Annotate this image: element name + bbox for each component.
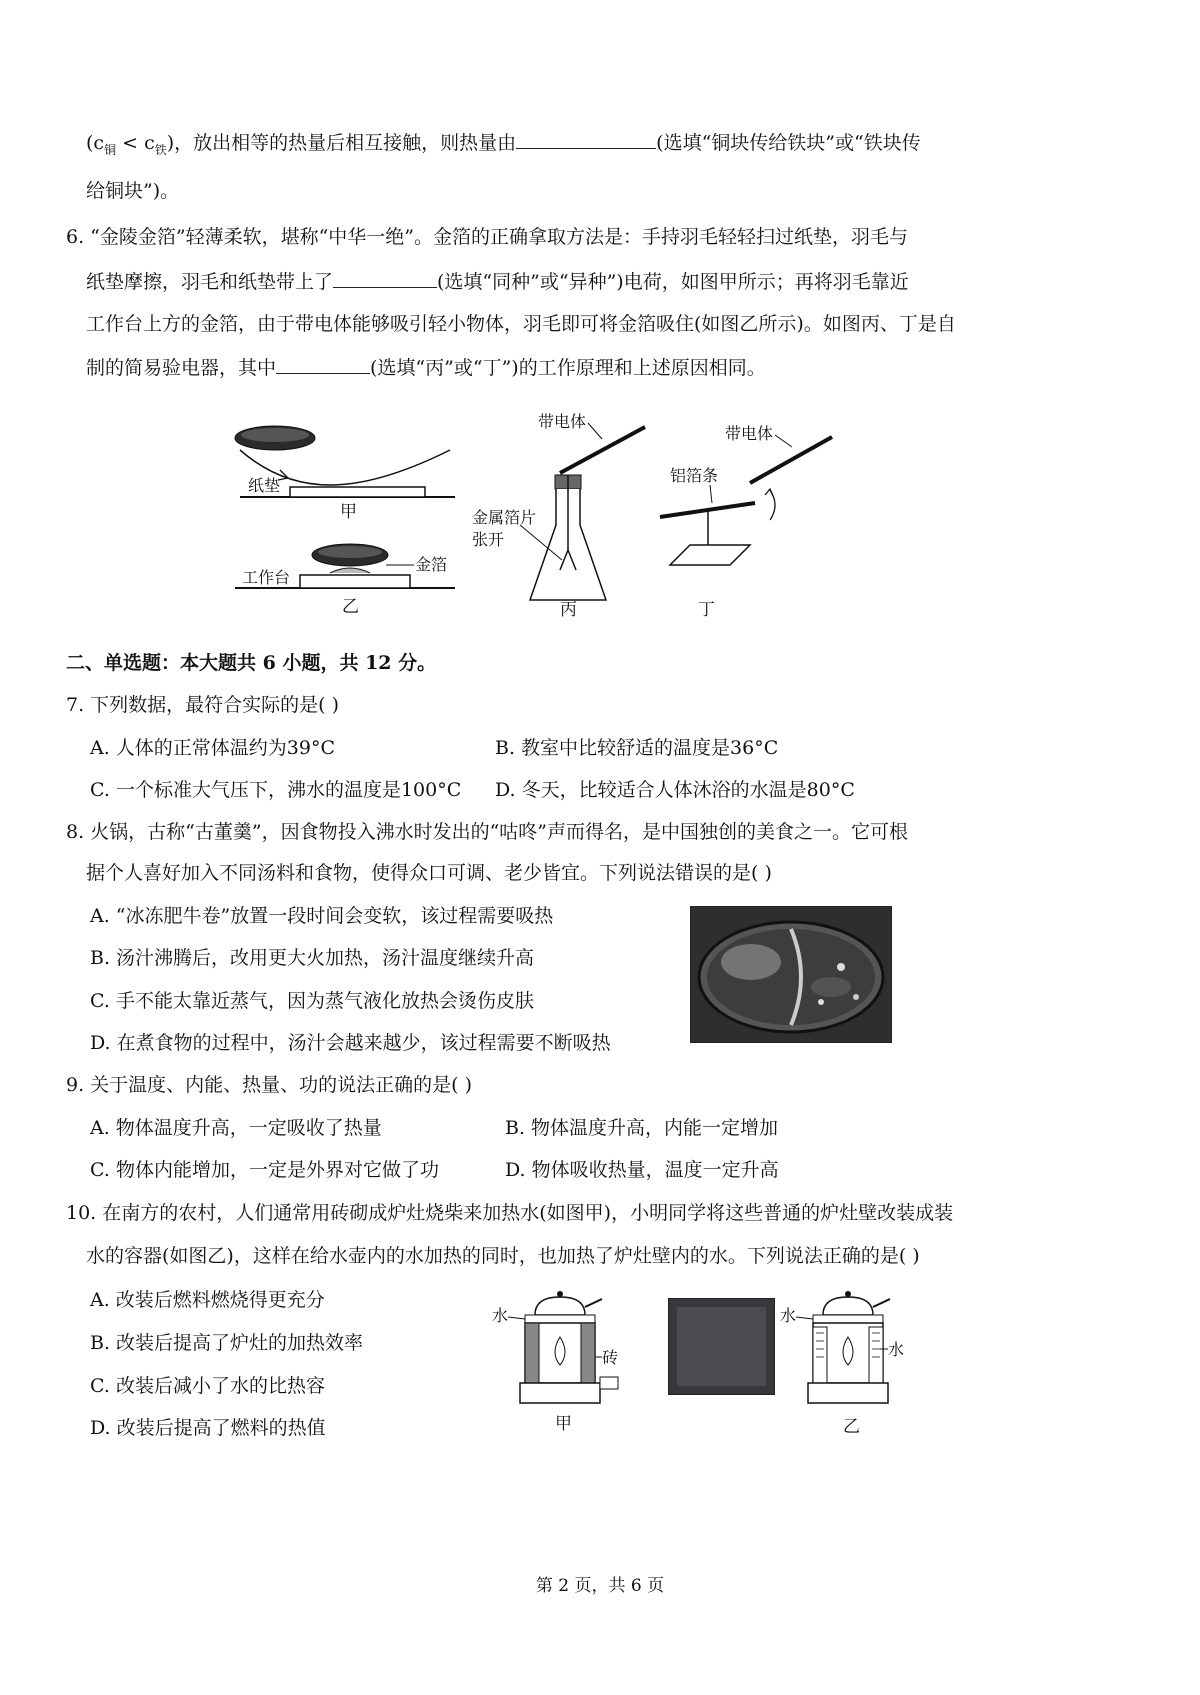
- q9-option-d[interactable]: D. 物体吸收热量，温度一定升高: [505, 1159, 779, 1181]
- q10-option-c[interactable]: C. 改装后减小了水的比热容: [90, 1375, 325, 1397]
- q7-option-a[interactable]: A. 人体的正常体温约为39°C: [90, 737, 336, 759]
- q9-option-a[interactable]: A. 物体温度升高，一定吸收了热量: [90, 1117, 382, 1139]
- q8-option-a[interactable]: A. “冰冻肥牛卷”放置一段时间会变软，该过程需要吸热: [90, 905, 554, 927]
- hotpot-image: [691, 907, 891, 1042]
- answer-blank[interactable]: [333, 267, 437, 288]
- label-aluminum-strip: 铝箔条: [670, 466, 719, 485]
- figure-bing: [472, 412, 645, 620]
- label-charged-body-2: 带电体: [725, 424, 774, 443]
- label-workbench: 工作台: [242, 568, 291, 587]
- q6-text: 纸垫摩擦，羽毛和纸垫带上了: [86, 271, 334, 293]
- caption-jia: 甲: [555, 1414, 572, 1434]
- q5-text: < c: [116, 132, 155, 154]
- figure-ding: [660, 424, 832, 620]
- label-charged-body: 带电体: [538, 412, 587, 431]
- label-open: 张开: [472, 530, 505, 549]
- q7-option-b[interactable]: B. 教室中比较舒适的温度是36°C: [495, 737, 779, 759]
- q8-option-d[interactable]: D. 在煮食物的过程中，汤汁会越来越少，该过程需要不断吸热: [90, 1032, 611, 1054]
- q8-option-b[interactable]: B. 汤汁沸腾后，改用更大火加热，汤汁温度继续升高: [90, 947, 535, 969]
- q5-line1: [86, 128, 921, 163]
- subscript-iron: 铁: [154, 142, 167, 157]
- q10-option-d[interactable]: D. 改装后提高了燃料的热值: [90, 1417, 326, 1439]
- q7-option-d[interactable]: D. 冬天，比较适合人体沐浴的水温是80°C: [495, 779, 855, 801]
- section-heading: 二、单选题：本大题共 6 小题，共 12 分。: [66, 652, 437, 674]
- q6-line4: [86, 353, 766, 381]
- q10-line1: 10. 在南方的农村，人们通常用砖砌成炉灶烧柴来加热水(如图甲)，小明同学将这些普通的炉灶壁改装成装: [66, 1202, 954, 1224]
- caption-yi: 乙: [342, 597, 359, 617]
- q7-option-c[interactable]: C. 一个标准大气压下，沸水的温度是100°C: [90, 779, 462, 801]
- q8-line2: 据个人喜好加入不同汤料和食物，使得众口可调、老少皆宜。下列说法错误的是( ): [86, 862, 772, 884]
- hotpot-photo: [690, 906, 892, 1043]
- q5-text: (c: [86, 132, 105, 154]
- stove-figure-yi: [778, 1285, 918, 1440]
- caption-jia: 甲: [340, 502, 357, 522]
- q9-stem: 9. 关于温度、内能、热量、功的说法正确的是( ): [66, 1074, 473, 1096]
- q9-option-b[interactable]: B. 物体温度升高，内能一定增加: [505, 1117, 779, 1139]
- label-brick: 砖: [602, 1348, 619, 1367]
- label-water: 水: [492, 1306, 509, 1325]
- label-paper-pad: 纸垫: [248, 476, 281, 495]
- q6-text: (选填“同种”或“异种”)电荷，如图甲所示；再将羽毛靠近: [437, 271, 909, 293]
- q9-option-c[interactable]: C. 物体内能增加，一定是外界对它做了功: [90, 1159, 439, 1181]
- caption-bing: 丙: [560, 600, 577, 620]
- q8-line1: 8. 火锅，古称“古董羹”，因食物投入沸水时发出的“咕咚”声而得名，是中国独创的美食之一。它可根: [66, 821, 909, 843]
- figure-yi: [235, 544, 455, 617]
- label-gold-foil: 金箔: [415, 555, 448, 574]
- stove-photo-image: [669, 1299, 774, 1394]
- stove-figure-jia: [490, 1285, 630, 1440]
- caption-yi: 乙: [843, 1417, 860, 1437]
- caption-ding: 丁: [698, 600, 715, 620]
- q6-text: 制的简易验电器，其中: [86, 357, 277, 379]
- figure-jia: [235, 426, 455, 522]
- stove-photo: [668, 1298, 775, 1395]
- q8-option-c[interactable]: C. 手不能太靠近蒸气，因为蒸气液化放热会烫伤皮肤: [90, 990, 534, 1012]
- q10-line2: 水的容器(如图乙)，这样在给水壶内的水加热的同时，也加热了炉灶壁内的水。下列说法正确的是( ): [86, 1245, 920, 1267]
- q6-line1: 6. “金陵金箔”轻薄柔软，堪称“中华一绝”。金箔的正确拿取方法是：手持羽毛轻轻扫过纸垫，羽毛与: [66, 226, 909, 248]
- q5-line2: 给铜块”)。: [86, 180, 180, 202]
- label-water-left: 水: [780, 1306, 797, 1325]
- q6-text: (选填“丙”或“丁”)的工作原理和上述原因相同。: [370, 357, 766, 379]
- q6-line2: [86, 267, 909, 295]
- q5-text: (选填“铜块传给铁块”或“铁块传: [656, 132, 921, 154]
- label-water-right: 水: [888, 1340, 905, 1359]
- q5-text: )，放出相等的热量后相互接触，则热量由: [166, 132, 517, 154]
- q6-line3: 工作台上方的金箔，由于带电体能够吸引轻小物体，羽毛即可将金箔吸住(如图乙所示)。如图丙、丁是自: [86, 313, 956, 335]
- answer-blank[interactable]: [516, 128, 656, 149]
- label-metal-foil: 金属箔片: [472, 508, 537, 527]
- q7-stem: 7. 下列数据，最符合实际的是( ): [66, 694, 340, 716]
- page-footer: 第 2 页，共 6 页: [535, 1576, 665, 1596]
- answer-blank[interactable]: [276, 353, 370, 374]
- subscript-copper: 铜: [104, 142, 117, 157]
- q6-figure: [220, 405, 840, 620]
- q10-option-a[interactable]: A. 改装后燃料燃烧得更充分: [90, 1289, 325, 1311]
- q10-option-b[interactable]: B. 改装后提高了炉灶的加热效率: [90, 1332, 364, 1354]
